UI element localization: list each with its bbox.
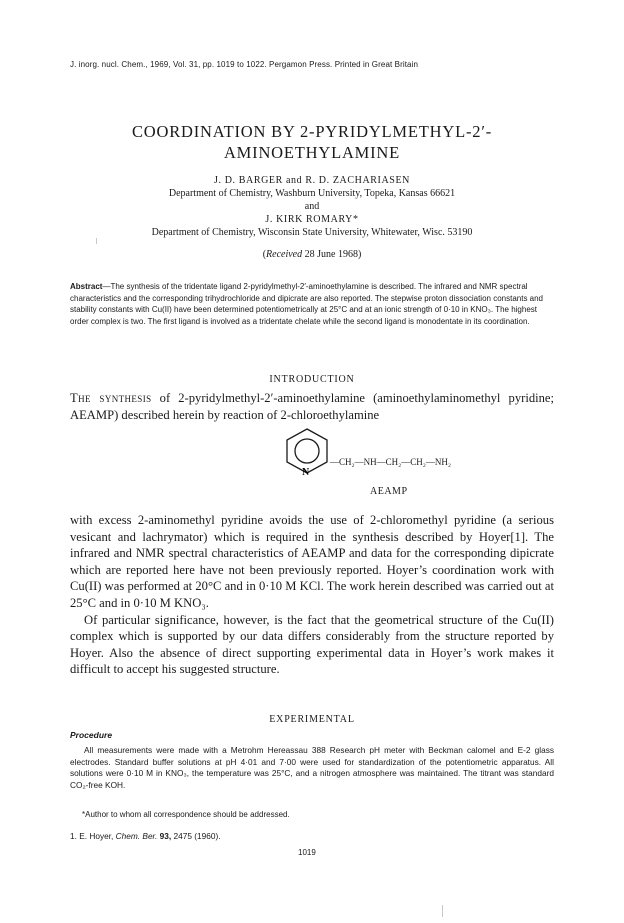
reference-author: 1. E. Hoyer, xyxy=(70,831,114,841)
abstract xyxy=(70,281,554,327)
structure-caption: AEAMP xyxy=(370,486,408,497)
reference-journal: Chem. Ber. xyxy=(115,831,158,841)
title-line-1: COORDINATION BY 2-PYRIDYLMETHYL-2′- xyxy=(131,122,493,141)
scan-speck xyxy=(442,905,443,917)
pyridine-ring-structure xyxy=(272,427,492,475)
intro-paragraph-1 xyxy=(70,390,554,423)
title-line-2: AMINOETHYLAMINE xyxy=(223,143,401,162)
procedure-text: All measurements were made with a Metrohm Hereassau 388 Research pH meter with Beckman calomel and E-2 glass electrodes. Standard buffer solutions at pH 4·01 and 7·00 were used for standardization of the potentiometric apparatus. All solutions were 0·10 M in KNO₃, the temperature was 25°C, and a nitrogen atmosphere was maintained. The titrant was standard CO₂-free KOH. xyxy=(70,745,554,790)
pyridine-nitrogen: N xyxy=(302,467,310,475)
page-number: 1019 xyxy=(298,848,316,857)
abstract-label: Abstract xyxy=(70,282,103,291)
received-date-line: (Received 28 June 1968) xyxy=(262,249,362,260)
introduction-heading: INTRODUCTION xyxy=(269,374,355,385)
received-label: Received xyxy=(266,249,303,260)
abstract-text: —The synthesis of the tridentate ligand 2-pyridylmethyl-2′-aminoethylamine is described. The infrared and NMR spectral characteristics and the corresponding trihydrochloride and dipicrate are also reported. The stepwise proton dissociation constants and stability constants with Cu(II) have been determined potentiometrically at 25°C and at an ionic strength of 0·10 in KNO₃. The highest order complex is two. The first ligand is involved as a tridentate chelate while the second ligand is monodentate in its coordination. xyxy=(70,282,544,326)
reference-1 xyxy=(70,831,221,841)
scan-speck xyxy=(96,238,97,244)
ligand-side-chain: —CH₂—NH—CH₂—CH₂—NH₂ xyxy=(330,457,452,467)
intro-text-2: with excess 2-aminomethyl pyridine avoids the use of 2-chloromethyl pyridine (a serious vesicant and lachrymator) which is required in the synthesis described by Hoyer[1]. The infrared and NMR spectral characteristics of AEAMP and data for the corresponding dipicrate which are reported here have not been previously reported. Hoyer’s coordination work with Cu(II) was performed at 20°C and in 0·10 M KCl. The work herein described was carried out at 25°C and in 0·10 M KNO₃. xyxy=(70,513,554,610)
intro-text-3: Of particular significance, however, is the fact that the geometrical structure of the Cu(II) complex which is supported by our data differs considerably from the structure reported by Hoyer. Also the absence of direct supporting experimental data in Hoyer’s work makes it difficult to accept his suggested structure. xyxy=(70,612,554,677)
and-separator: and xyxy=(304,201,320,212)
intro-paragraph-2 xyxy=(70,512,554,678)
author-secondary: J. KIRK ROMARY* xyxy=(265,214,359,225)
aromatic-ring xyxy=(295,439,319,463)
reference-volume: 93, xyxy=(159,831,172,841)
journal-citation: J. inorg. nucl. Chem., 1969, Vol. 31, pp. 1019 to 1022. Pergamon Press. Printed in Great Britain xyxy=(70,60,419,69)
procedure-paragraph xyxy=(70,745,554,791)
experimental-heading: EXPERIMENTAL xyxy=(269,714,355,725)
affiliation-secondary: Department of Chemistry, Wisconsin State University, Whitewater, Wisc. 53190 xyxy=(151,227,473,238)
reference-pages: 2475 (1960). xyxy=(173,831,221,841)
intro-text-1: of 2-pyridylmethyl-2′-aminoethylamine (aminoethylaminomethyl pyridine; AEAMP) described herein by reaction of 2-chloroethylamine xyxy=(70,391,554,422)
intro-lead-caps: The synthesis xyxy=(70,391,152,405)
paper-title xyxy=(60,121,564,163)
affiliation-primary: Department of Chemistry, Washburn University, Topeka, Kansas 66621 xyxy=(168,188,456,199)
received-date: 28 June 1968 xyxy=(304,249,358,260)
procedure-heading: Procedure xyxy=(70,730,113,740)
authors-primary: J. D. BARGER and R. D. ZACHARIASEN xyxy=(214,175,410,186)
author-footnote: *Author to whom all correspondence should be addressed. xyxy=(82,810,290,819)
